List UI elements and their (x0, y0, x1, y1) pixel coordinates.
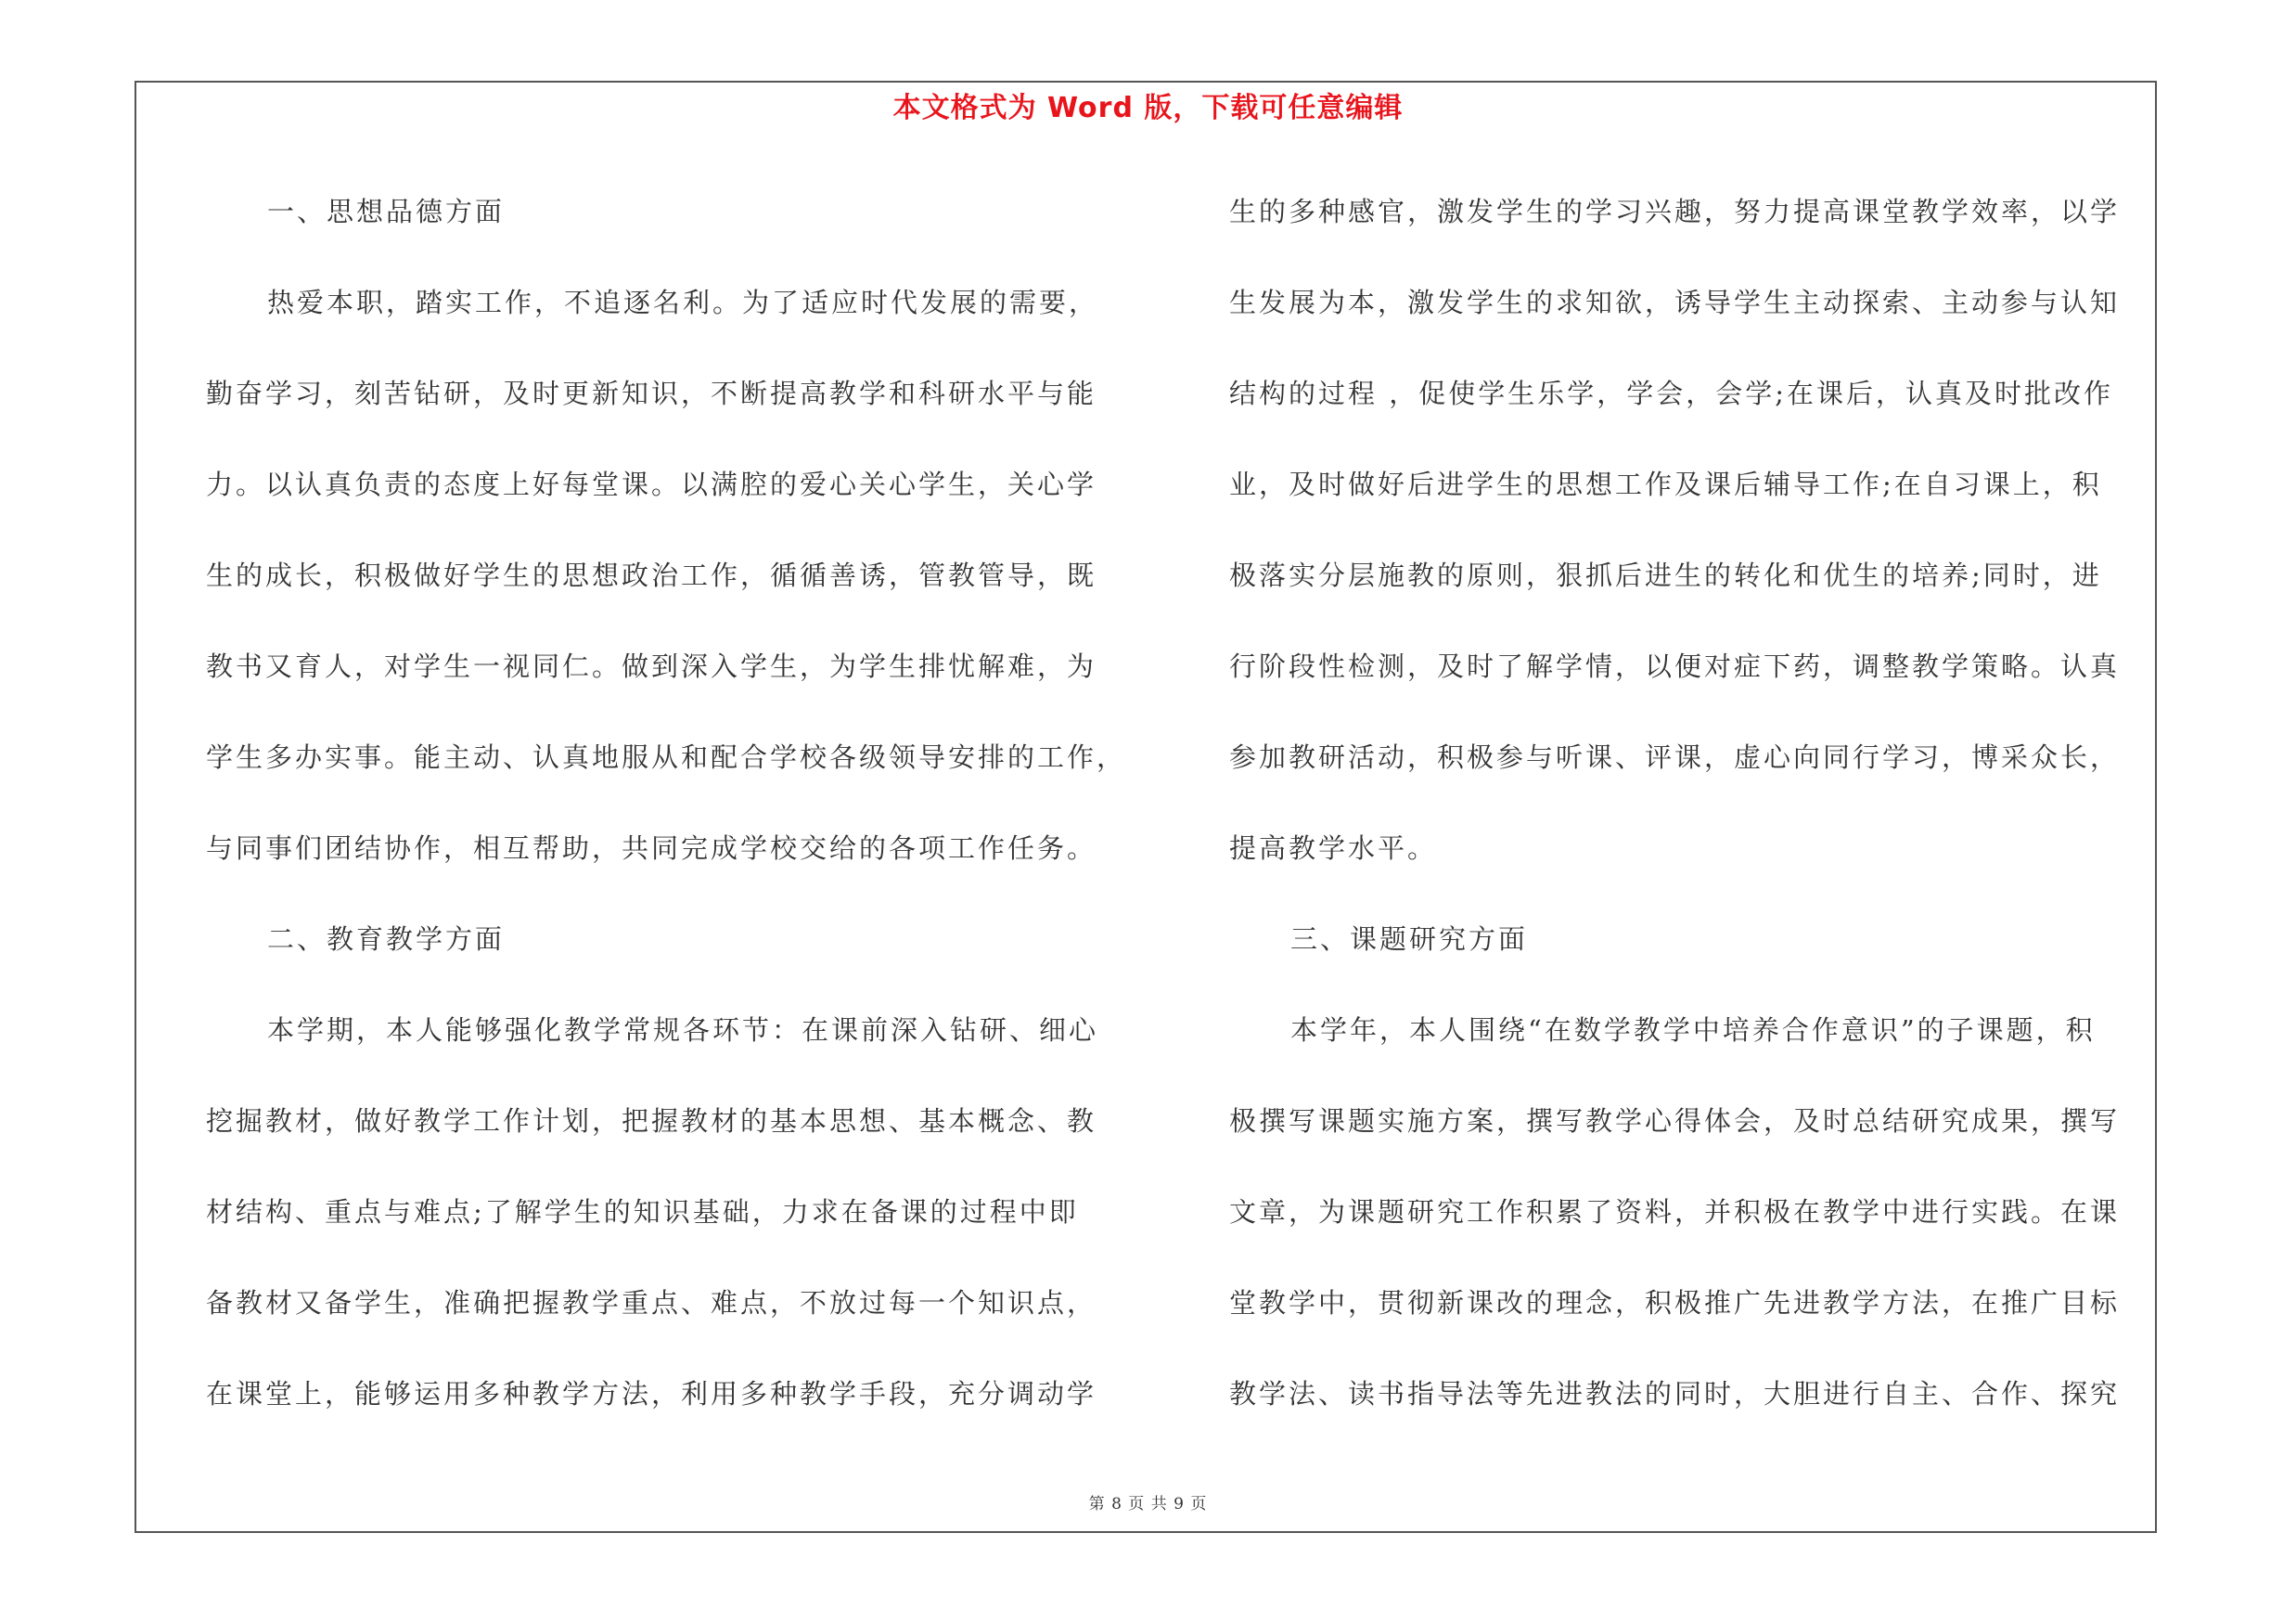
text-line: 一、思想品德方面 (267, 196, 506, 227)
text-line: 结构的过程 ，促使学生乐学，学会，会学;在课后，认真及时批改作 (1229, 378, 2113, 409)
text-line: 二、教育教学方面 (267, 923, 506, 955)
text-line: 备教材又备学生，准确把握教学重点、难点，不放过每一个知识点， (206, 1287, 1097, 1319)
text-line: 提高教学水平。 (1229, 832, 1438, 864)
text-line: 挖掘教材，做好教学工作计划，把握教材的基本思想、基本概念、教 (206, 1105, 1097, 1137)
text-line: 参加教研活动，积极参与听课、评课，虚心向同行学习，博采众长， (1229, 741, 2121, 773)
text-line: 学生多办实事。能主动、认真地服从和配合学校各级领导安排的工作， (206, 741, 1127, 773)
text-line: 力。以认真负责的态度上好每堂课。以满腔的爱心关心学生，关心学 (206, 469, 1097, 500)
text-line: 教书又育人，对学生一视同仁。做到深入学生，为学生排忧解难，为 (206, 650, 1097, 682)
text-line: 在课堂上，能够运用多种教学方法，利用多种教学手段，充分调动学 (206, 1378, 1097, 1410)
text-line: 业，及时做好后进学生的思想工作及课后辅导工作;在自习课上，积 (1229, 469, 2102, 500)
text-line: 三、课题研究方面 (1290, 923, 1529, 955)
text-line: 极撰写课题实施方案，撰写教学心得体会，及时总结研究成果，撰写 (1229, 1105, 2121, 1137)
text-line: 勤奋学习，刻苦钻研，及时更新知识，不断提高教学和科研水平与能 (206, 378, 1097, 409)
left-column (206, 186, 1134, 1459)
text-line: 文章，为课题研究工作积累了资料，并积极在教学中进行实践。在课 (1229, 1196, 2121, 1228)
text-line: 极落实分层施教的原则，狠抓后进生的转化和优生的培养;同时，进 (1229, 560, 2102, 591)
right-column (1229, 186, 2157, 1459)
text-line: 与同事们团结协作，相互帮助，共同完成学校交给的各项工作任务。 (206, 832, 1097, 864)
text-line: 本学年，本人围绕“在数学教学中培养合作意识”的子课题，积 (1290, 1014, 2096, 1046)
text-line: 生发展为本，激发学生的求知欲，诱导学生主动探索、主动参与认知 (1229, 287, 2121, 318)
text-line: 热爱本职，踏实工作，不追逐名利。为了适应时代发展的需要， (267, 287, 1099, 318)
text-line: 教学法、读书指导法等先进教法的同时，大胆进行自主、合作、探究 (1229, 1378, 2121, 1410)
text-line: 堂教学中，贯彻新课改的理念，积极推广先进教学方法，在推广目标 (1229, 1287, 2121, 1319)
text-line: 材结构、重点与难点;了解学生的知识基础，力求在备课的过程中即 (206, 1196, 1079, 1228)
text-line: 本学期，本人能够强化教学常规各环节：在课前深入钻研、细心 (267, 1014, 1099, 1046)
text-line: 行阶段性检测，及时了解学情，以便对症下药，调整教学策略。认真 (1229, 650, 2121, 682)
format-banner: 本文格式为 Word 版，下载可任意编辑 (892, 92, 1404, 124)
page-number-footer: 第 8 页 共 9 页 (1088, 1495, 1208, 1514)
text-line: 生的多种感官，激发学生的学习兴趣，努力提高课堂教学效率，以学 (1229, 196, 2121, 227)
text-line: 生的成长，积极做好学生的思想政治工作，循循善诱，管教管导，既 (206, 560, 1097, 591)
